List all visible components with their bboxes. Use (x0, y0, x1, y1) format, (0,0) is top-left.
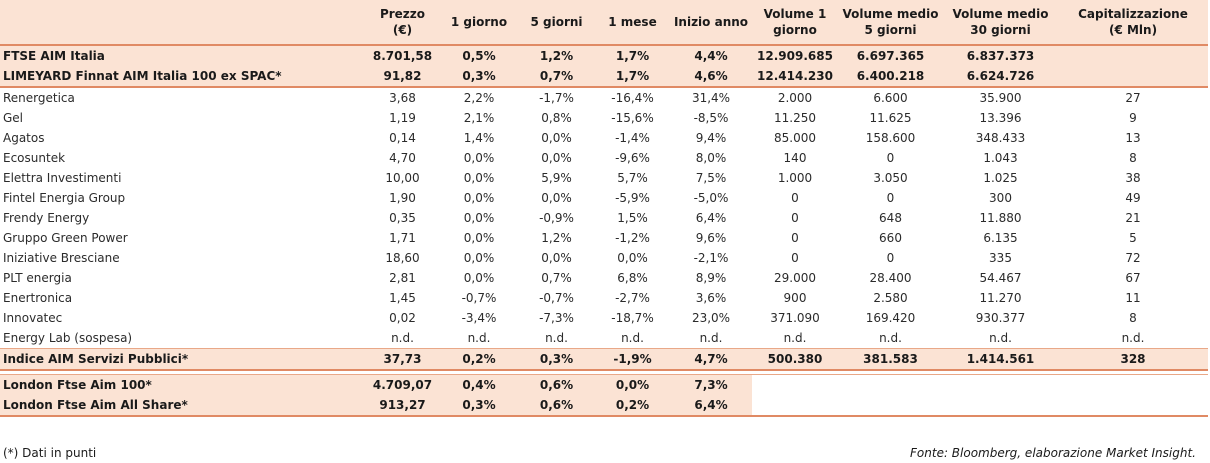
row-label: LIMEYARD Finnat AIM Italia 100 ex SPAC* (0, 66, 365, 87)
cell-value: 0 (886, 191, 895, 205)
row-label: Energy Lab (sospesa) (3, 331, 133, 345)
cell-value: 0,6% (518, 395, 595, 416)
cell-value: 0,0% (541, 191, 572, 205)
cell-value: 1,45 (389, 291, 416, 305)
cell-value: 72 (1125, 251, 1141, 265)
cell-value: -0,9% (539, 211, 574, 225)
row-label: Gel (3, 111, 24, 125)
cell-value: 0,0% (463, 171, 495, 185)
cell-value: 11.625 (869, 111, 912, 125)
cell-value: 11.250 (774, 111, 816, 125)
cell-value (1058, 45, 1208, 66)
footnote: (*) Dati in punti (3, 446, 97, 460)
cell-value: 648 (879, 211, 902, 225)
cell-value: 29.000 (774, 271, 816, 285)
cell-value: 2,2% (463, 91, 495, 105)
row-label: London Ftse Aim 100* (0, 375, 365, 396)
cell-value: -0,7% (461, 291, 497, 305)
cell-value: 0 (886, 251, 895, 265)
cell-value: 4,6% (670, 66, 752, 87)
cell-value: 4.709,07 (365, 375, 440, 396)
cell-value: 8.701,58 (365, 45, 440, 66)
row-label: Enertronica (3, 291, 73, 305)
cell-value: 2.580 (873, 291, 908, 305)
cell-value: 1,19 (389, 111, 416, 125)
footer (0, 444, 1210, 462)
cell-value: 6.697.365 (838, 45, 943, 66)
cell-value: 6.400.218 (838, 66, 943, 87)
london-index-row (0, 375, 1208, 396)
cell-value: 0,3% (440, 66, 518, 87)
column-header: Volume medio 30 giorni (943, 0, 1058, 45)
row-label: Fintel Energia Group (3, 191, 126, 205)
cell-value: -16,4% (611, 91, 654, 105)
cell-value: 0 (791, 211, 799, 225)
cell-value: -2,1% (693, 251, 729, 265)
cell-value: 54.467 (979, 271, 1022, 285)
cell-value: -3,4% (461, 311, 497, 325)
empty-cell (752, 375, 838, 396)
stock-row (0, 308, 1208, 328)
row-label: Frendy Energy (3, 211, 90, 225)
cell-value: 0,8% (541, 111, 572, 125)
cell-value: 23,0% (691, 311, 731, 325)
cell-value: 5,9% (541, 171, 572, 185)
cell-value: 0 (791, 251, 799, 265)
cell-value: 3.050 (873, 171, 908, 185)
cell-value: 0,0% (617, 251, 648, 265)
cell-value: 348.433 (975, 131, 1026, 145)
cell-value: 158.600 (865, 131, 916, 145)
cell-value: 0,7% (541, 271, 572, 285)
cell-value: 0,4% (440, 375, 518, 396)
source-note: Fonte: Bloomberg, elaborazione Market Insight. (910, 446, 1196, 460)
row-label: Elettra Investimenti (3, 171, 122, 185)
cell-value: 10,00 (385, 171, 420, 185)
cell-value: 4,70 (389, 151, 416, 165)
cell-value: 930.377 (975, 311, 1026, 325)
cell-value: -8,5% (693, 111, 729, 125)
cell-value: 1,2% (541, 231, 572, 245)
cell-value: 0 (791, 191, 799, 205)
cell-value: 37,73 (365, 349, 440, 371)
cell-value: 8,9% (695, 271, 727, 285)
index-row (0, 66, 1208, 87)
cell-value: 0,02 (389, 311, 416, 325)
cell-value: 7,5% (695, 171, 727, 185)
cell-value: -2,7% (615, 291, 650, 305)
cell-value: 6,8% (617, 271, 648, 285)
stock-row (0, 328, 1208, 349)
table-body (0, 45, 1208, 416)
cell-value: n.d. (545, 331, 568, 345)
cell-value: 6.600 (873, 91, 908, 105)
cell-value: 21 (1125, 211, 1141, 225)
cell-value: 9,6% (695, 231, 727, 245)
cell-value: 2,1% (463, 111, 495, 125)
cell-value: 1,90 (389, 191, 416, 205)
cell-value: -5,9% (615, 191, 650, 205)
empty-cell (838, 375, 943, 396)
cell-value: 8 (1129, 311, 1137, 325)
stock-row (0, 268, 1208, 288)
stock-row (0, 128, 1208, 148)
cell-value: 12.909.685 (752, 45, 838, 66)
stock-row (0, 87, 1208, 108)
cell-value: 8 (1129, 151, 1137, 165)
stock-row (0, 188, 1208, 208)
cell-value: 0,0% (541, 131, 572, 145)
cell-value: 1.043 (983, 151, 1018, 165)
stock-row (0, 108, 1208, 128)
cell-value: 1,4% (463, 131, 495, 145)
cell-value: -9,6% (615, 151, 650, 165)
column-header: 1 mese (595, 0, 670, 45)
london-index-row (0, 395, 1208, 416)
stock-row (0, 208, 1208, 228)
cell-value: 7,3% (670, 375, 752, 396)
cell-value: 6,4% (670, 395, 752, 416)
column-header: Volume 1 giorno (752, 0, 838, 45)
cell-value: 1,5% (617, 211, 648, 225)
cell-value: 0,2% (595, 395, 670, 416)
cell-value: 0,0% (541, 251, 572, 265)
cell-value: 660 (879, 231, 902, 245)
cell-value: n.d. (783, 331, 807, 345)
empty-cell (1058, 375, 1208, 396)
cell-value: n.d. (989, 331, 1012, 345)
cell-value: 300 (989, 191, 1012, 205)
cell-value: n.d. (699, 331, 723, 345)
stock-row (0, 248, 1208, 268)
cell-value: 4,7% (670, 349, 752, 371)
cell-value: 0,0% (595, 375, 670, 396)
cell-value: 2,81 (389, 271, 416, 285)
column-header: 5 giorni (518, 0, 595, 45)
row-label: Iniziative Bresciane (3, 251, 120, 265)
cell-value: 0 (886, 151, 895, 165)
cell-value: 85.000 (774, 131, 816, 145)
cell-value: n.d. (621, 331, 644, 345)
empty-cell (943, 375, 1058, 396)
cell-value: 4,4% (670, 45, 752, 66)
row-label: FTSE AIM Italia (0, 45, 365, 66)
cell-value: 8,0% (695, 151, 727, 165)
row-label: London Ftse Aim All Share* (0, 395, 365, 416)
cell-value: 11.880 (979, 211, 1022, 225)
cell-value: -1,4% (615, 131, 650, 145)
cell-value: 13.396 (979, 111, 1022, 125)
cell-value: -1,2% (615, 231, 650, 245)
cell-value: 913,27 (365, 395, 440, 416)
column-header: Prezzo (€) (365, 0, 440, 45)
row-label: Agatos (3, 131, 45, 145)
cell-value: -5,0% (693, 191, 729, 205)
cell-value: 13 (1125, 131, 1141, 145)
sector-index-row (0, 349, 1208, 371)
cell-value: 12.414.230 (752, 66, 838, 87)
cell-value: 500.380 (752, 349, 838, 371)
header-name (0, 0, 365, 45)
cell-value: 5 (1129, 231, 1137, 245)
empty-cell (752, 395, 838, 416)
cell-value: 1,71 (389, 231, 416, 245)
cell-value: 0,0% (463, 151, 495, 165)
row-label: PLT energia (3, 271, 72, 285)
cell-value: 11 (1125, 291, 1141, 305)
cell-value: -1,7% (539, 91, 574, 105)
column-header: Volume medio 5 giorni (838, 0, 943, 45)
cell-value: 1,7% (595, 45, 670, 66)
row-label: Renergetica (3, 91, 75, 105)
cell-value: -15,6% (611, 111, 654, 125)
cell-value: 0,0% (541, 151, 572, 165)
row-label: Ecosuntek (3, 151, 66, 165)
cell-value: 35.900 (979, 91, 1022, 105)
cell-value: 38 (1125, 171, 1141, 185)
cell-value: 1.000 (777, 171, 813, 185)
cell-value: 1,7% (595, 66, 670, 87)
cell-value: 0,35 (389, 211, 416, 225)
cell-value: 0,2% (440, 349, 518, 371)
cell-value: -1,9% (595, 349, 670, 371)
cell-value: 0 (791, 231, 799, 245)
cell-value (1058, 66, 1208, 87)
cell-value: 6.624.726 (943, 66, 1058, 87)
cell-value: 381.583 (838, 349, 943, 371)
cell-value: 0,0% (463, 191, 495, 205)
cell-value: 9,4% (695, 131, 727, 145)
cell-value: 0,0% (463, 271, 495, 285)
cell-value: 3,6% (695, 291, 727, 305)
cell-value: 2.000 (777, 91, 813, 105)
cell-value: -0,7% (539, 291, 574, 305)
cell-value: 6.135 (983, 231, 1018, 245)
stock-row (0, 148, 1208, 168)
cell-value: 0,3% (518, 349, 595, 371)
cell-value: 1,2% (518, 45, 595, 66)
cell-value: 371.090 (770, 311, 820, 325)
cell-value: 169.420 (865, 311, 916, 325)
empty-cell (1058, 395, 1208, 416)
cell-value: 1.414.561 (943, 349, 1058, 371)
cell-value: 140 (783, 151, 807, 165)
row-label: Indice AIM Servizi Pubblici* (0, 349, 365, 371)
row-label: Innovatec (3, 311, 63, 325)
cell-value: 67 (1125, 271, 1141, 285)
column-header: 1 giorno (440, 0, 518, 45)
cell-value: 0,0% (463, 251, 495, 265)
stock-row (0, 228, 1208, 248)
cell-value: n.d. (391, 331, 414, 345)
index-row (0, 45, 1208, 66)
row-label: Gruppo Green Power (3, 231, 128, 245)
cell-value: n.d. (879, 331, 902, 345)
cell-value: 3,68 (389, 91, 416, 105)
cell-value: 91,82 (365, 66, 440, 87)
column-header: Inizio anno (670, 0, 752, 45)
stock-row (0, 288, 1208, 308)
cell-value: 0,5% (440, 45, 518, 66)
cell-value: 0,3% (440, 395, 518, 416)
cell-value: -7,3% (539, 311, 574, 325)
cell-value: 6.837.373 (943, 45, 1058, 66)
cell-value: 18,60 (385, 251, 420, 265)
cell-value: 0,0% (463, 231, 495, 245)
header-row (0, 0, 1208, 45)
cell-value: 11.270 (979, 291, 1022, 305)
cell-value: 9 (1129, 111, 1137, 125)
cell-value: 328 (1058, 349, 1208, 371)
cell-value: n.d. (1121, 331, 1145, 345)
cell-value: 1.025 (983, 171, 1018, 185)
cell-value: n.d. (467, 331, 491, 345)
empty-cell (838, 395, 943, 416)
cell-value: 27 (1125, 91, 1141, 105)
cell-value: 6,4% (695, 211, 727, 225)
cell-value: 0,6% (518, 375, 595, 396)
cell-value: 31,4% (691, 91, 731, 105)
cell-value: 5,7% (617, 171, 648, 185)
stock-row (0, 168, 1208, 188)
cell-value: 0,14 (389, 131, 416, 145)
cell-value: 0,7% (518, 66, 595, 87)
column-header: Capitalizzazione (€ Mln) (1058, 0, 1208, 45)
cell-value: 335 (989, 251, 1012, 265)
cell-value: 49 (1125, 191, 1141, 205)
cell-value: 28.400 (869, 271, 912, 285)
cell-value: 0,0% (463, 211, 495, 225)
cell-value: 900 (783, 291, 807, 305)
cell-value: -18,7% (611, 311, 654, 325)
empty-cell (943, 395, 1058, 416)
